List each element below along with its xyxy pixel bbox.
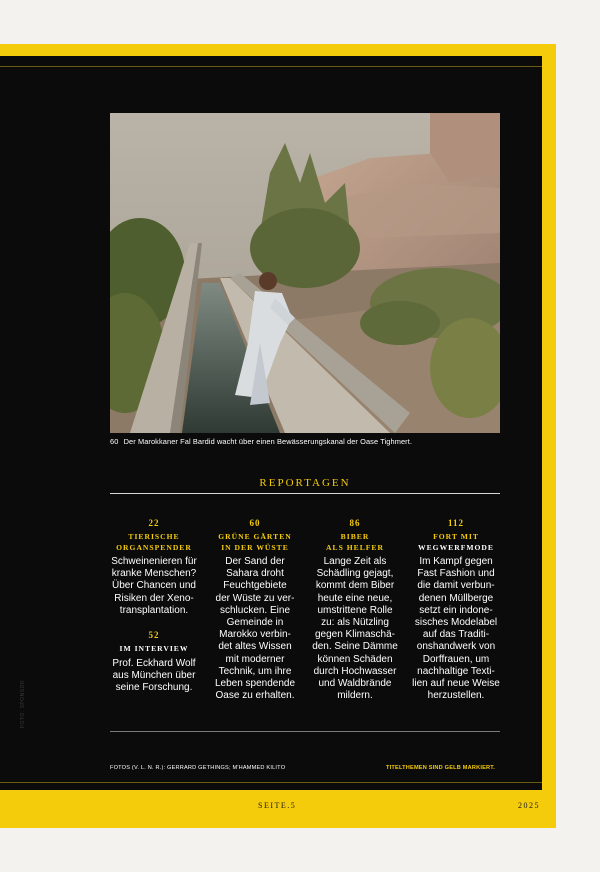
photo-caption [110, 437, 510, 446]
toc-teaser-line: Risiken der Xeno- [114, 592, 194, 604]
toc-page-number: 112 [447, 518, 464, 528]
issue-year: 2025 [518, 801, 540, 810]
toc-teaser-line: mildern. [337, 690, 373, 702]
toc-teaser-line: Oase zu erhalten. [215, 690, 295, 702]
caption-number: 60 [110, 437, 119, 446]
toc-teaser-line: Schweinenieren für [111, 556, 197, 567]
section-rule [110, 493, 500, 494]
toc-teaser-line: Marokko verbin- [219, 629, 291, 641]
toc-teaser-line: Technik, um ihre [218, 665, 292, 677]
panel-bottom-rule [0, 782, 542, 783]
toc-teaser [209, 556, 301, 702]
photo-credits: FOTOS (V. L. N. R.): GERRARD GETHINGS; M'HAMMED KILITO [110, 765, 286, 771]
toc-teaser-line: Leben spendende [214, 678, 296, 690]
toc-teaser-line: onshandwerk von [416, 641, 496, 653]
toc-teaser-line: aus München über [112, 669, 196, 681]
section-title: REPORTAGEN [259, 477, 351, 489]
toc-heading-line: GRÜNE GÄRTEN [218, 532, 292, 541]
toc-teaser-line: setzt ein indone- [419, 604, 493, 616]
toc-heading [410, 532, 502, 553]
toc-teaser-line: durch Hochwasser [313, 665, 397, 677]
toc-entry-gruene-gaerten[interactable] [209, 518, 301, 702]
toc-teaser-line: Im Kampf gegen [419, 556, 493, 567]
toc-heading-line: ORGANSPENDER [116, 542, 192, 552]
toc-entry-organspender[interactable] [108, 518, 200, 694]
toc-page-number: 60 [249, 518, 261, 528]
toc-teaser-line: Feuchtgebiete [223, 580, 287, 592]
toc-teaser-line: nachhaltige Texti- [417, 665, 495, 677]
toc-teaser-line: denen Müllberge [418, 592, 494, 604]
toc-heading [108, 532, 200, 553]
toc-teaser-line: kranke Menschen? [111, 568, 197, 580]
toc-heading-line: WEGWERFMODE [418, 542, 494, 552]
toc-heading-line: BIBER [340, 532, 370, 541]
page-number-label: SEITE.5 [258, 801, 297, 810]
toc-teaser-line: Dorffrauen, um [422, 653, 490, 665]
toc-teaser-line: und Waldbrände [318, 678, 392, 690]
cover-topics-note: TITELTHEMEN SIND GELB MARKIERT. [386, 765, 495, 771]
toc-teaser-line: gegen Klimaschä- [314, 629, 396, 641]
toc-teaser [108, 658, 200, 695]
side-credit: FOTO: SPONSOR [20, 679, 26, 728]
toc-teaser-line: zu: als Nützling [321, 617, 389, 629]
toc-heading [309, 532, 401, 553]
toc-heading [108, 644, 200, 655]
toc-entry-biber[interactable] [309, 518, 401, 702]
panel-top-rule [0, 66, 542, 67]
toc-heading-line: IN DER WÜSTE [221, 542, 289, 552]
toc-page-number: 52 [148, 630, 160, 641]
toc-teaser-line: auf das Traditi- [422, 629, 490, 641]
toc-teaser-line: Prof. Eckhard Wolf [112, 657, 196, 669]
toc-teaser-line: der Wüste zu ver- [215, 592, 295, 604]
credits-rule [110, 731, 500, 732]
toc-teaser [410, 556, 502, 702]
toc-page-number: 86 [349, 518, 361, 528]
toc-teaser-line: det altes Wissen [218, 641, 292, 653]
caption-text: Der Marokkaner Fal Bardid wacht über einen Bewässerungskanal der Oase Tighmert. [123, 437, 413, 446]
toc-teaser-line: den. Seine Dämme [312, 641, 398, 653]
toc-teaser-line: sisches Modelabel [414, 617, 498, 629]
toc-teaser-line: Lange Zeit als [323, 556, 387, 567]
toc-teaser-line: Gemeinde in [226, 617, 284, 629]
toc-teaser-line: Fast Fashion und [417, 568, 495, 580]
toc-teaser [309, 556, 401, 702]
toc-teaser-line: Der Sand der [225, 556, 285, 567]
toc-teaser-line: können Schäden [317, 653, 393, 665]
toc-teaser-line: Über Chancen und [112, 580, 196, 592]
toc-teaser-line: Schädling gejagt, [316, 568, 394, 580]
toc-entry-wegwerfmode[interactable] [410, 518, 502, 702]
toc-teaser [108, 556, 200, 617]
toc-teaser-line: seine Forschung. [115, 681, 193, 693]
toc-heading-line: TIERISCHE [128, 532, 180, 541]
toc-heading-line: FORT MIT [433, 532, 479, 541]
toc-teaser-line: mit moderner [225, 653, 285, 665]
toc-teaser-line: herzustellen. [427, 690, 485, 702]
toc-teaser-line: die damit verbun- [417, 580, 495, 592]
toc-teaser-line: schlucken. Eine [219, 604, 291, 616]
toc-teaser-line: transplantation. [119, 604, 189, 616]
toc-heading-line: IM INTERVIEW [119, 644, 189, 654]
toc-heading-line: ALS HELFER [326, 542, 384, 552]
toc-teaser-line: umstrittene Rolle [317, 604, 393, 616]
toc-page-number: 22 [148, 518, 160, 528]
toc-teaser-line: heute eine neue, [317, 592, 393, 604]
toc-teaser-line: Sahara droht [226, 568, 284, 580]
toc-teaser-line: lien auf neue Weise [412, 678, 500, 690]
oasis-photo [110, 113, 500, 433]
toc-teaser-line: kommt dem Biber [315, 580, 395, 592]
toc-heading [209, 532, 301, 553]
